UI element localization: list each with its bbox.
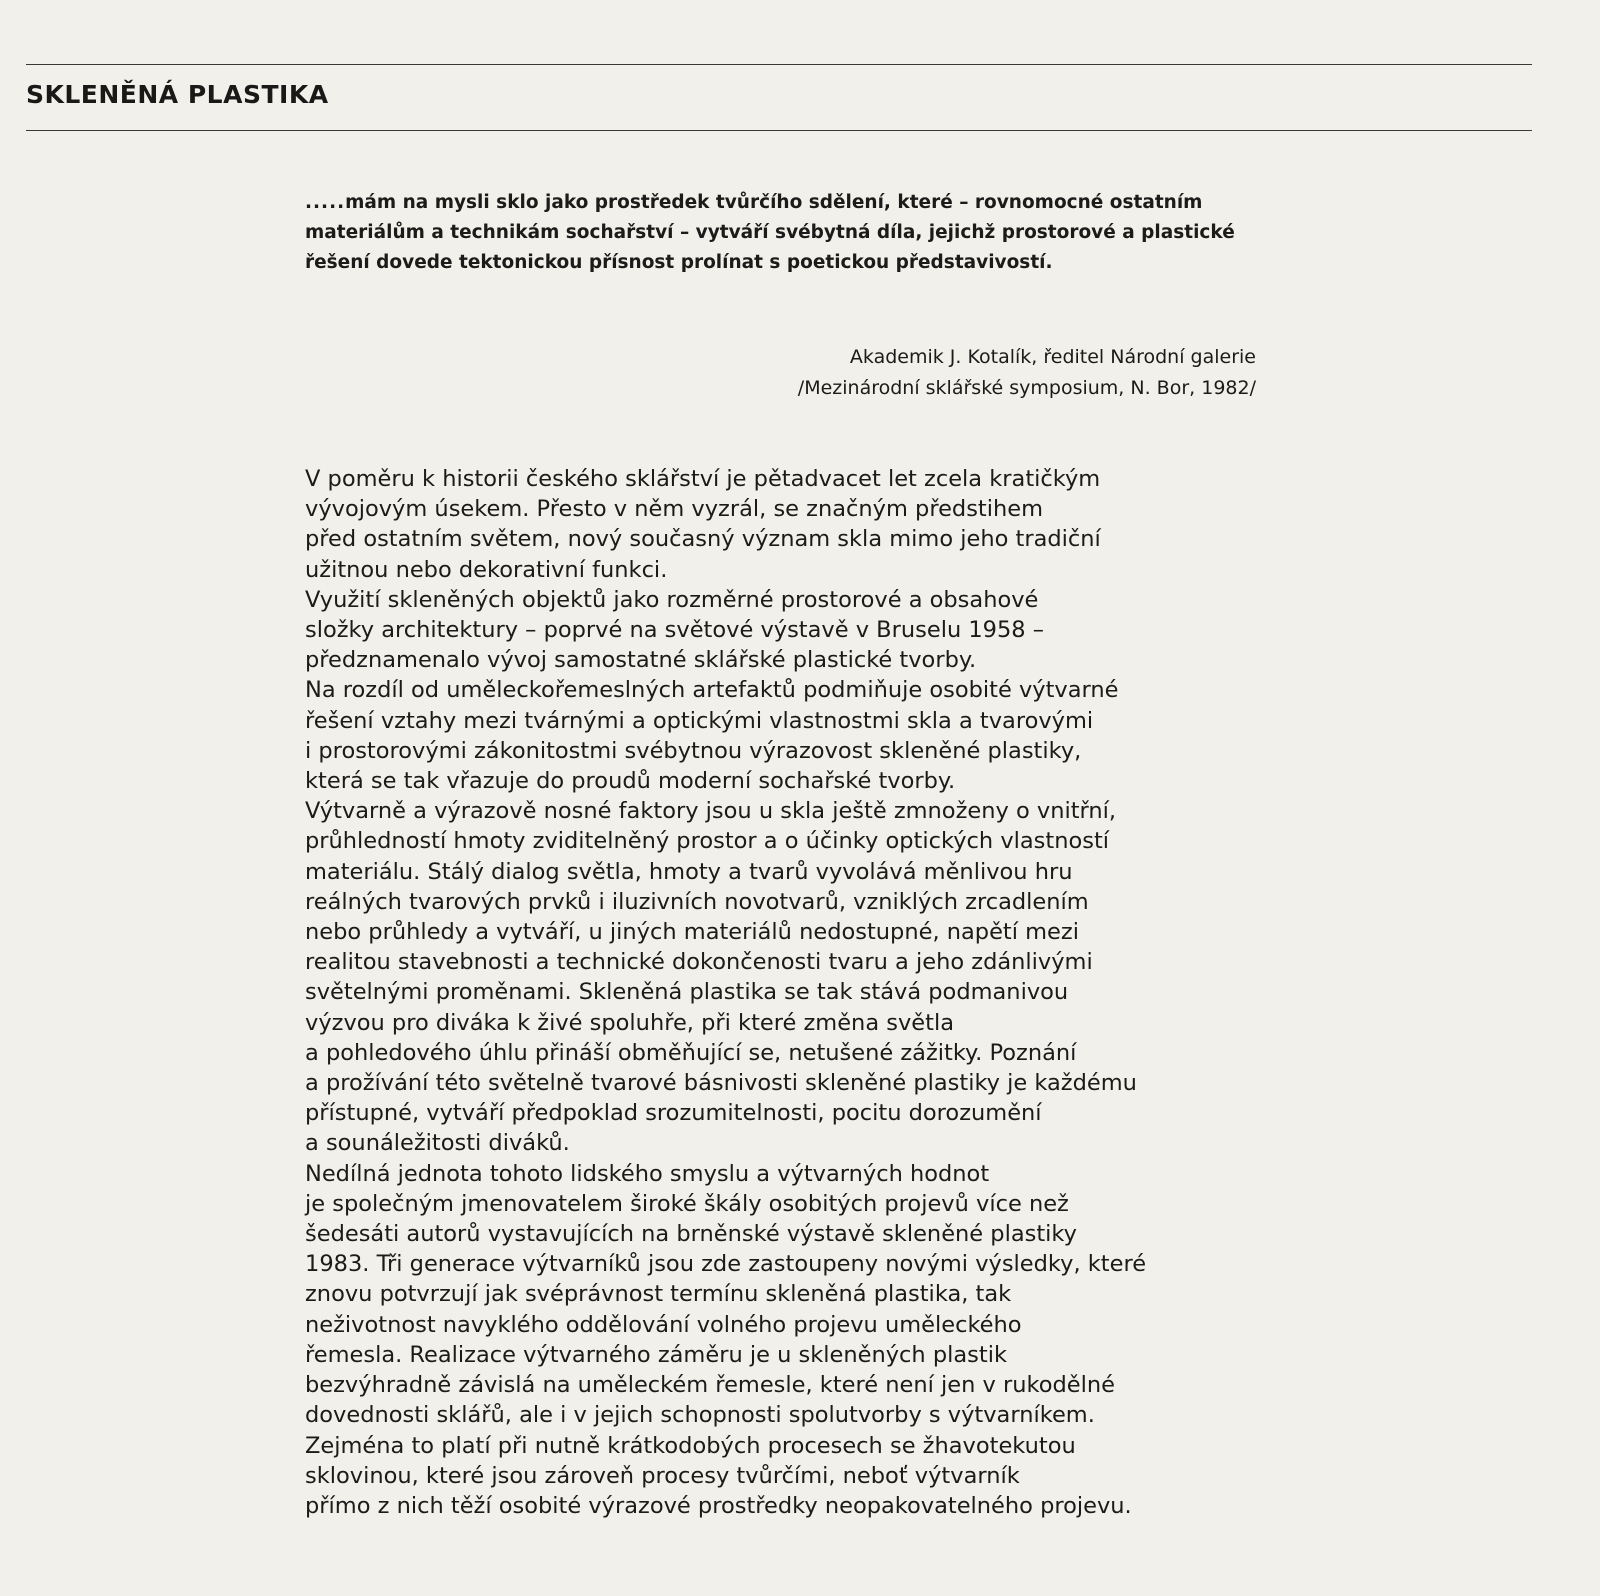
body-line: a prožívání této světelně tvarové básnivosti skleněné plastiky je každému bbox=[305, 1070, 1137, 1097]
quote-text: mám na mysli sklo jako prostředek tvůrčího sdělení, které – rovnomocné ostatním materiálům a technikám sochařství – vytváří svébytná díla, jejichž prostorové a plastické řešení dovede tektonickou přísnost prolínat s poetickou představivostí. bbox=[305, 192, 1235, 273]
top-rule bbox=[26, 64, 1532, 65]
body-line: dovednosti sklářů, ale i v jejich schopnosti spolutvorby s výtvarníkem. bbox=[305, 1402, 1095, 1429]
title-underline-rule bbox=[26, 130, 1532, 131]
epigraph-quote bbox=[305, 188, 1245, 278]
body-line: a pohledového úhlu přináší obměňující se, netušené zážitky. Poznání bbox=[305, 1039, 1077, 1066]
body-line: světelnými proměnami. Skleněná plastika se tak stává podmanivou bbox=[305, 979, 1069, 1006]
body-line: která se tak vřazuje do proudů moderní sochařské tvorby. bbox=[305, 768, 956, 795]
body-line: Výtvarně a výrazově nosné faktory jsou u skla ještě zmnoženy o vnitřní, bbox=[305, 798, 1117, 825]
body-line: nebo průhledy a vytváří, u jiných materiálů nedostupné, napětí mezi bbox=[305, 919, 1079, 946]
body-line: realitou stavebnosti a technické dokončenosti tvaru a jeho zdánlivými bbox=[305, 949, 1093, 976]
body-line: řešení vztahy mezi tvárnými a optickými vlastnostmi skla a tvarovými bbox=[305, 707, 1094, 734]
attribution-source: /Mezinárodní sklářské symposium, N. Bor, 1982/ bbox=[797, 376, 1256, 399]
body-line: výzvou pro diváka k živé spoluhře, při které změna světla bbox=[305, 1009, 954, 1036]
attribution-author: Akademik J. Kotalík, ředitel Národní galerie bbox=[849, 346, 1256, 368]
body-line: materiálu. Stálý dialog světla, hmoty a tvarů vyvolává měnlivou hru bbox=[305, 858, 1073, 885]
body-line: neživotnost navyklého oddělování volného projevu uměleckého bbox=[305, 1311, 1022, 1338]
body-line: i prostorovými zákonitostmi svébytnou výrazovost skleněné plastiky, bbox=[305, 737, 1082, 764]
body-line: 1983. Tři generace výtvarníků jsou zde zastoupeny novými výsledky, které bbox=[305, 1251, 1147, 1278]
body-line: a sounáležitosti diváků. bbox=[305, 1130, 570, 1157]
body-line: složky architektury – poprvé na světové výstavě v Bruselu 1958 – bbox=[305, 617, 1045, 644]
body-line: sklovinou, které jsou zároveň procesy tvůrčími, neboť výtvarník bbox=[305, 1462, 1020, 1489]
quote-attribution bbox=[650, 342, 1256, 403]
body-line: vývojovým úsekem. Přesto v něm vyzrál, se značným předstihem bbox=[305, 496, 1044, 523]
body-line: Na rozdíl od uměleckořemeslných artefaktů podmiňuje osobité výtvarné bbox=[305, 677, 1119, 704]
body-line: šedesáti autorů vystavujících na brněnské výstavě skleněné plastiky bbox=[305, 1221, 1077, 1248]
body-line: je společným jmenovatelem široké škály osobitých projevů více než bbox=[305, 1190, 1069, 1217]
body-line: Zejména to platí při nutně krátkodobých procesech se žhavotekutou bbox=[305, 1432, 1076, 1459]
section-title: SKLENĚNÁ PLASTIKA bbox=[26, 80, 329, 109]
body-line: Nedílná jednota tohoto lidského smyslu a výtvarných hodnot bbox=[305, 1160, 990, 1187]
body-line: průhledností hmoty zviditelněný prostor a o účinky optických vlastností bbox=[305, 828, 1110, 855]
body-line: řemesla. Realizace výtvarného záměru je u skleněných plastik bbox=[305, 1341, 1007, 1368]
body-line: před ostatním světem, nový současný význam skla mimo jeho tradiční bbox=[305, 526, 1101, 553]
body-line: přímo z nich těží osobité výrazové prostředky neopakovatelného projevu. bbox=[305, 1492, 1132, 1519]
body-line: Využití skleněných objektů jako rozměrné prostorové a obsahové bbox=[305, 586, 1039, 613]
body-line: předznamenalo vývoj samostatné sklářské plastické tvorby. bbox=[305, 647, 977, 674]
body-line: přístupné, vytváří předpoklad srozumitelnosti, pocitu dorozumění bbox=[305, 1100, 1042, 1127]
body-line: V poměru k historii českého sklářství je pětadvacet let zcela kratičkým bbox=[305, 466, 1101, 492]
body-text bbox=[305, 464, 1280, 1521]
quote-lead-dots: ..... bbox=[305, 192, 346, 213]
body-line: znovu potvrzují jak svéprávnost termínu skleněná plastika, tak bbox=[305, 1281, 1012, 1308]
body-line: reálných tvarových prvků i iluzivních novotvarů, vzniklých zrcadlením bbox=[305, 888, 1089, 915]
body-line: užitnou nebo dekorativní funkci. bbox=[305, 556, 668, 583]
body-line: bezvýhradně závislá na uměleckém řemesle, které není jen v rukodělné bbox=[305, 1372, 1115, 1399]
